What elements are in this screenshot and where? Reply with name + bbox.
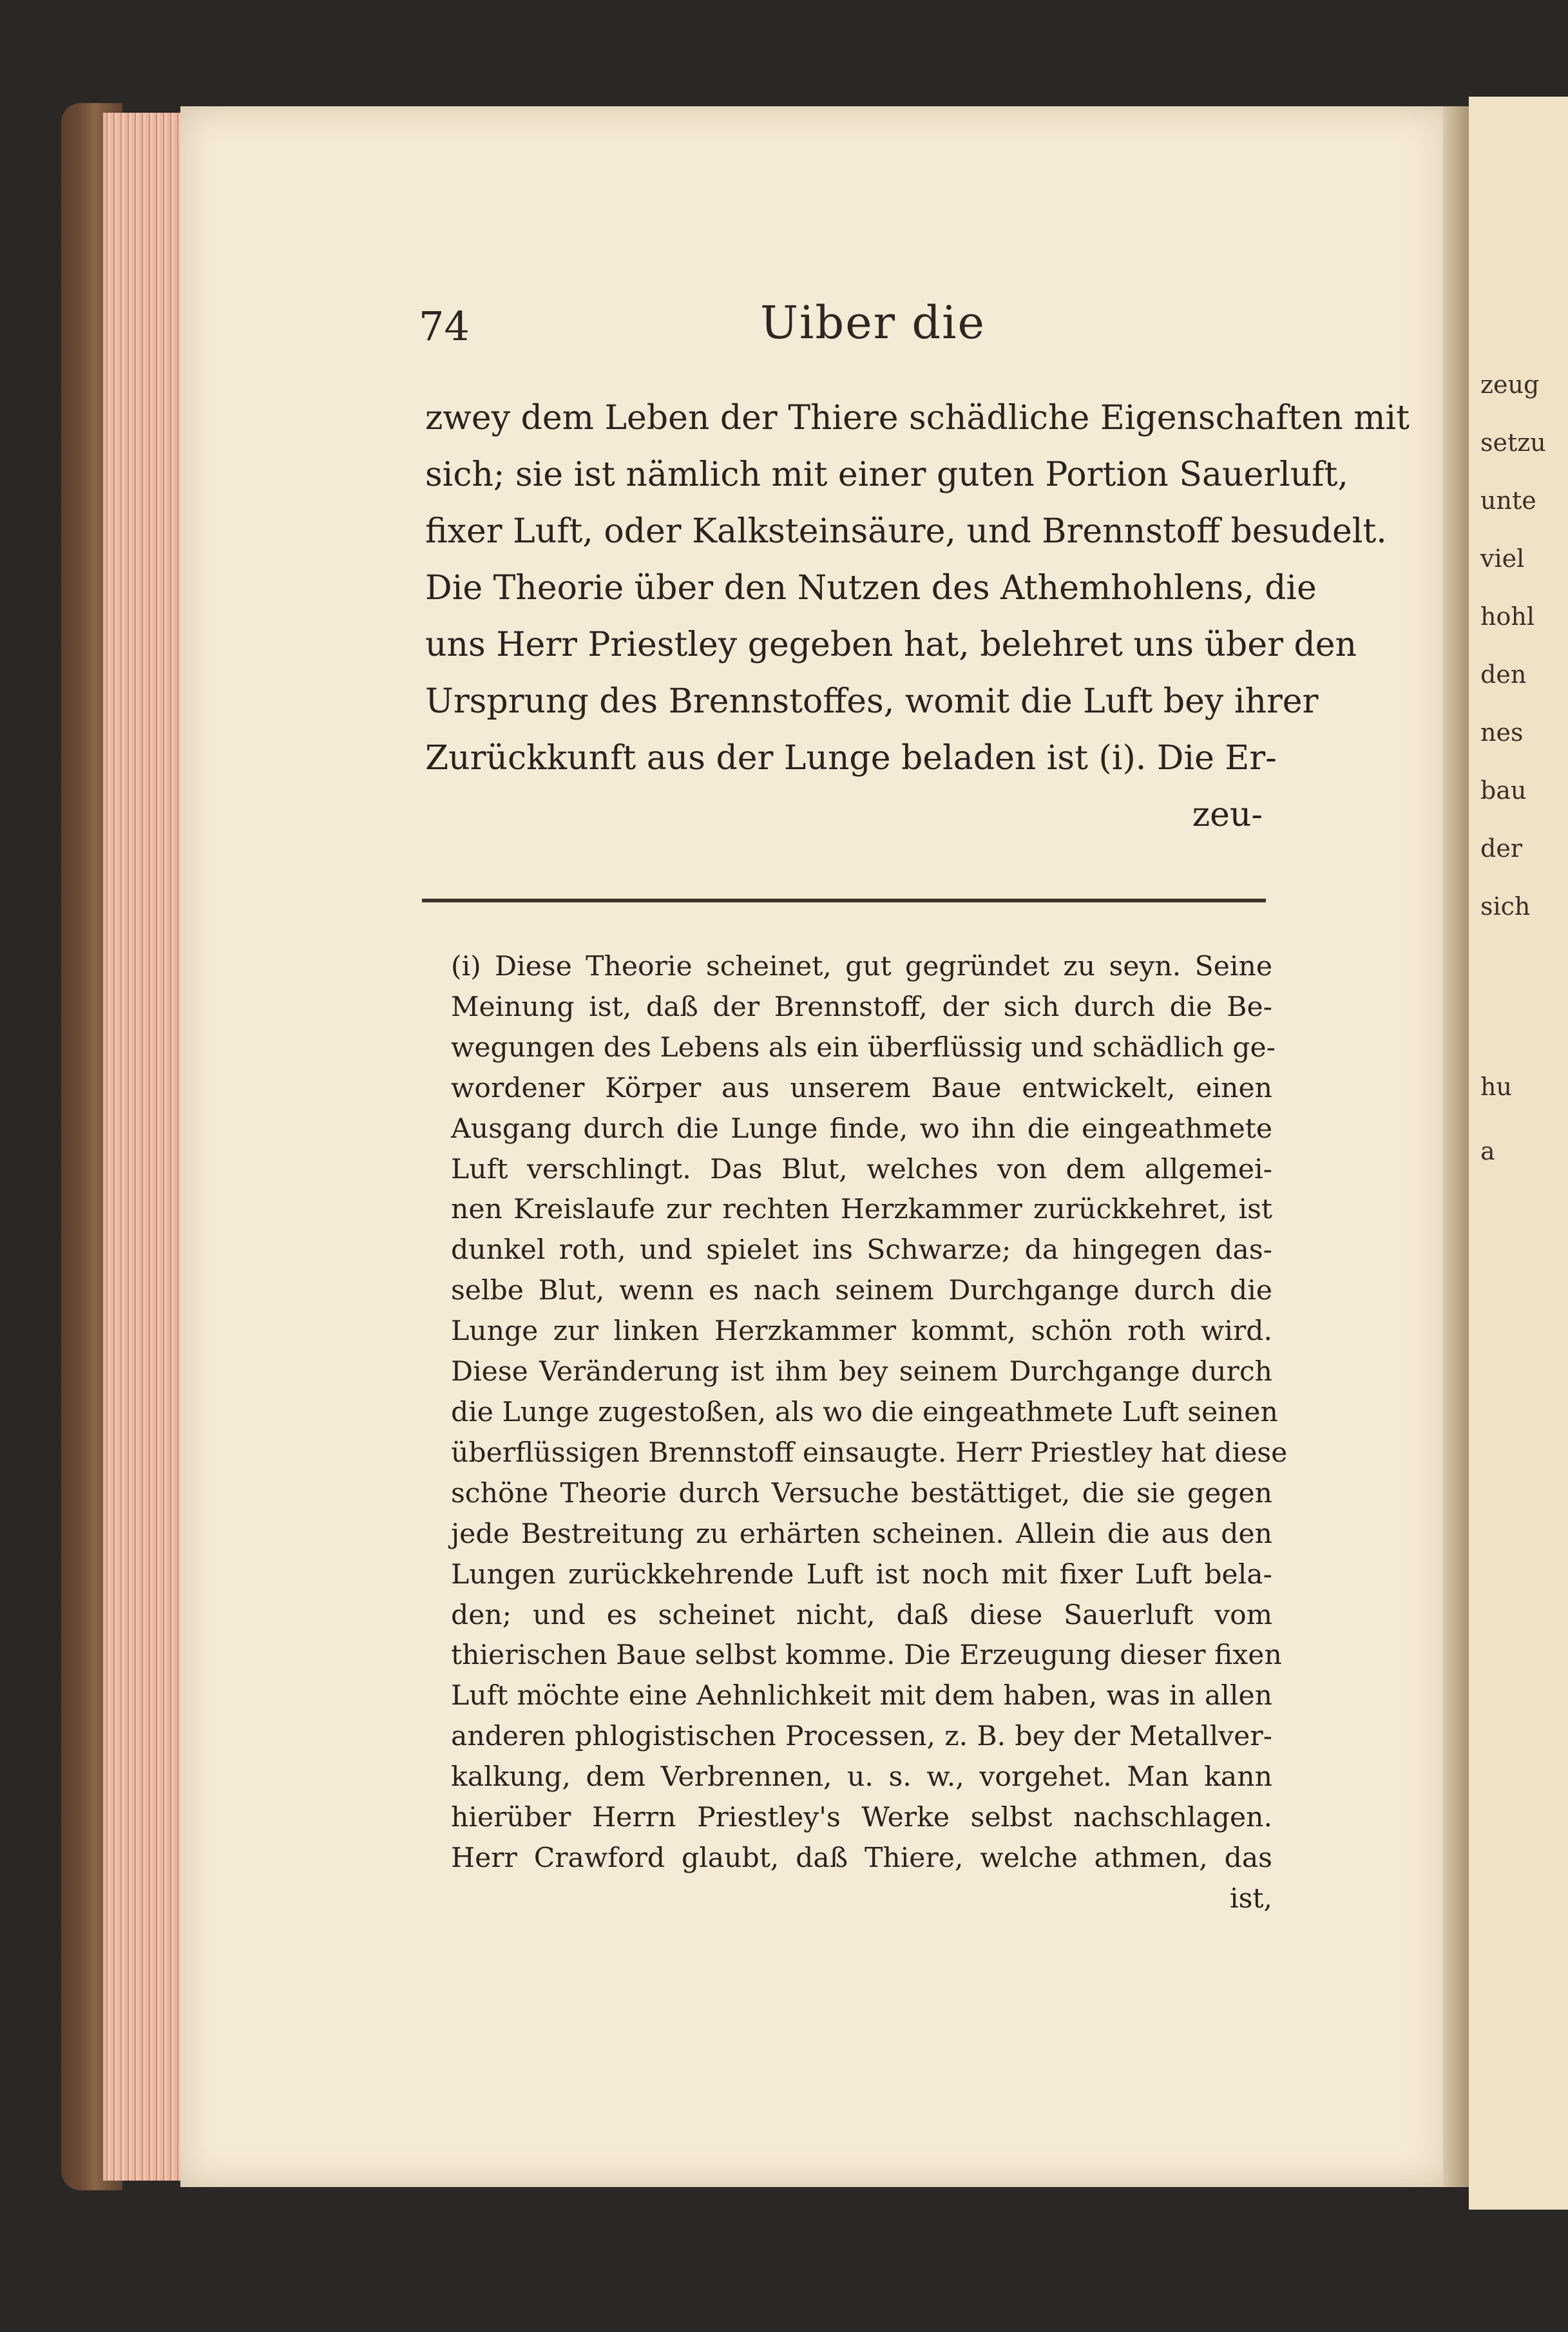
footnote-line: Luft verschlingt. Das Blut, welches von dem allgemei- xyxy=(451,1153,1272,1185)
footnote-rule xyxy=(422,899,1266,903)
footnote-line: Lungen zurückkehrende Luft ist noch mit fixer Luft bela- xyxy=(451,1558,1272,1591)
page-stack-edge xyxy=(103,113,187,2181)
facing-page-word: hohl xyxy=(1480,602,1535,631)
footnote-line: überflüssigen Brennstoff einsaugte. Herr Priestley hat diese xyxy=(451,1437,1288,1469)
text-line: sich; sie ist nämlich mit einer guten Portion Sauerluft, xyxy=(425,455,1348,494)
facing-page-word: unte xyxy=(1480,486,1536,515)
facing-page-word: setzu xyxy=(1480,428,1546,457)
text-line: zwey dem Leben der Thiere schädliche Eigenschaften mit xyxy=(425,399,1410,437)
footnote-line: Diese Veränderung ist ihm bey seinem Durchgange durch xyxy=(451,1356,1272,1388)
footnote-line: anderen phlogistischen Processen, z. B. bey der Metallver- xyxy=(451,1721,1272,1753)
facing-page-word: sich xyxy=(1480,892,1531,921)
text-line: uns Herr Priestley gegeben hat, belehret uns über den xyxy=(425,626,1357,664)
footnote-line: wordener Körper aus unserem Baue entwickelt, einen xyxy=(451,1072,1272,1104)
footnote-line: nen Kreislaufe zur rechten Herzkammer zurückkehret, ist xyxy=(451,1194,1272,1226)
footnote-line: Luft möchte eine Aehnlichkeit mit dem haben, was in allen xyxy=(451,1680,1272,1712)
facing-page-word: nes xyxy=(1480,718,1524,747)
footnote-line: selbe Blut, wenn es nach seinem Durchgange durch die xyxy=(451,1275,1272,1307)
text-line: Die Theorie über den Nutzen des Athemhohlens, die xyxy=(425,569,1317,607)
facing-page-word: der xyxy=(1480,834,1522,863)
footnote-line: thierischen Baue selbst komme. Die Erzeugung dieser fixen xyxy=(451,1639,1282,1672)
facing-page-word: zeug xyxy=(1480,370,1540,399)
catchword: zeu- xyxy=(1192,796,1263,834)
footnote-line: (i) Diese Theorie scheinet, gut gegründet zu seyn. Seine xyxy=(451,951,1272,982)
footnote-line: Lunge zur linken Herzkammer kommt, schön roth wird. xyxy=(451,1315,1272,1348)
catchword: ist, xyxy=(1230,1882,1272,1915)
footnote-line: kalkung, dem Verbrennen, u. s. w., vorgehet. Man kann xyxy=(451,1761,1272,1793)
footnote-line: Herr Crawford glaubt, daß Thiere, welche athmen, das xyxy=(451,1842,1272,1874)
footnote-line: jede Bestreitung zu erhärten scheinen. Allein die aus den xyxy=(451,1518,1272,1550)
page-header xyxy=(419,296,1321,367)
running-head: Uiber die xyxy=(760,296,986,349)
footnote-line: die Lunge zugestoßen, als wo die eingeathmete Luft seinen xyxy=(451,1396,1278,1428)
facing-page-word: a xyxy=(1480,1137,1495,1165)
facing-page-word: bau xyxy=(1480,776,1527,805)
footnote-line: hierüber Herrn Priestley's Werke selbst nachschlagen. xyxy=(451,1802,1272,1834)
text-line: Ursprung des Brennstoffes, womit die Luft bey ihrer xyxy=(425,682,1319,721)
footnote-line: schöne Theorie durch Versuche bestättiget, die sie gegen xyxy=(451,1477,1272,1509)
facing-page-word: den xyxy=(1480,660,1527,689)
text-line: fixer Luft, oder Kalksteinsäure, und Brennstoff besudelt. xyxy=(425,512,1387,551)
footnote-line: dunkel roth, und spielet ins Schwarze; da hingegen das- xyxy=(451,1234,1272,1266)
main-text xyxy=(425,390,1410,843)
footnote-line: den; und es scheinet nicht, daß diese Sauerluft vom xyxy=(451,1599,1272,1631)
footnote-line: wegungen des Lebens als ein überflüssig und schädlich ge- xyxy=(451,1031,1276,1064)
footnote-line: Meinung ist, daß der Brennstoff, der sich durch die Be- xyxy=(451,991,1272,1023)
footnote-line: Ausgang durch die Lunge finde, wo ihn die eingeathmete xyxy=(451,1113,1272,1145)
facing-page-word: hu xyxy=(1480,1073,1512,1101)
facing-page-word: viel xyxy=(1480,544,1525,573)
book-gutter xyxy=(1443,106,1469,2187)
text-line: Zurückkunft aus der Lunge beladen ist (i). Die Er- xyxy=(425,739,1277,778)
page-number: 74 xyxy=(419,303,470,350)
footnote xyxy=(451,947,1288,1920)
